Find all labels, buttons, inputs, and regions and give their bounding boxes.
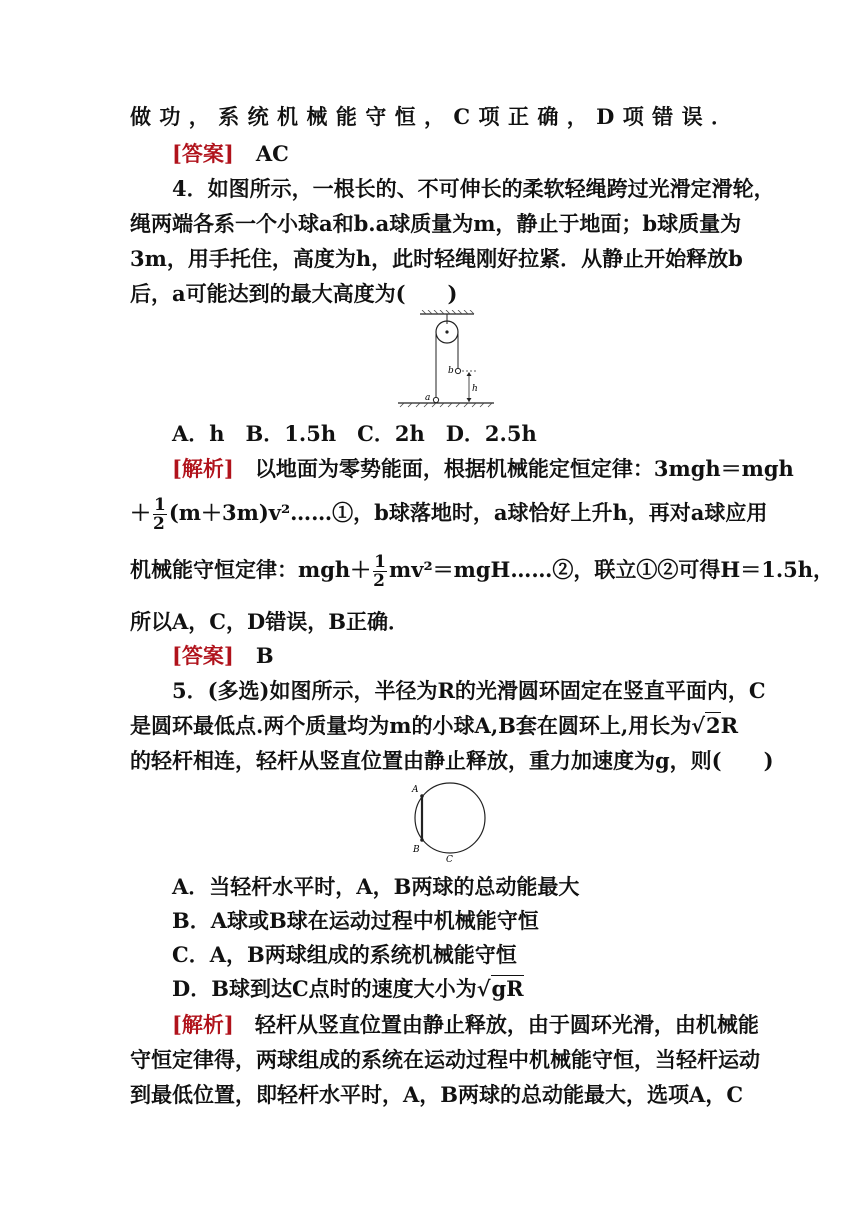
label-a: a	[425, 393, 431, 403]
sqrt-gR: √gR	[476, 976, 524, 1001]
radius-symbol: R	[720, 713, 739, 738]
question-5-line-2-text: 是圆环最低点.两个质量均为m的小球A,B套在圆环上,用长为	[130, 713, 692, 738]
question-5-line-1: 5．(多选)如图所示，半径为R的光滑圆环固定在竖直平面内，C	[172, 678, 766, 703]
fraction-half: $\frac{1}{2}$	[153, 495, 166, 534]
fraction-half-2: $\frac{1}{2}$	[373, 552, 387, 591]
analysis-4-line-2-text: (m＋3m)v²……①，b球落地时，a球恰好上升h，再对a球应用	[168, 500, 768, 525]
label-b: b	[448, 366, 454, 376]
question-5-option-c: C．A，B两球组成的系统机械能守恒	[172, 942, 517, 967]
sqrt-expression: √2	[691, 713, 721, 738]
analysis-4-line-3-pre: 机械能守恒定律：mgh＋	[130, 557, 372, 582]
answer-value: AC	[255, 141, 289, 166]
analysis-5-line-1	[172, 1012, 759, 1038]
question-5-option-d-text: D．B球到达C点时的速度大小为	[172, 976, 477, 1001]
answer-value: B	[255, 643, 274, 668]
pulley-diagram	[398, 310, 494, 410]
question-5-option-d	[172, 976, 732, 1002]
answer-tag: [答案]	[172, 643, 234, 668]
analysis-4-line-3	[130, 552, 835, 591]
plus-sign: ＋	[130, 500, 151, 525]
label-C: C	[446, 855, 453, 865]
analysis-tag: [解析]	[172, 1012, 234, 1037]
question-4-options: A．h B．1.5h C．2h D．2.5h	[172, 421, 537, 446]
label-A: A	[412, 785, 419, 795]
question-4-line-1: 4．如图所示，一根长的、不可伸长的柔软轻绳跨过光滑定滑轮，	[172, 176, 775, 201]
label-h: h	[472, 384, 478, 394]
answer-line	[172, 141, 732, 167]
question-4-line-4: 后，a可能达到的最大高度为( )	[130, 281, 458, 306]
question-4-line-3: 3m，用手托住，高度为h，此时轻绳刚好拉紧．从静止开始释放b	[130, 246, 743, 271]
analysis-4-line-4: 所以A，C，D错误，B正确．	[130, 609, 409, 634]
question-5-option-a: A．当轻杆水平时，A，B两球的总动能最大	[172, 874, 580, 899]
analysis-4-line-3-post: mv²＝mgH……②，联立①②可得H＝1.5h，	[389, 557, 835, 582]
question-5-line-3: 的轻杆相连，轻杆从竖直位置由静止释放，重力加速度为g，则( )	[130, 748, 774, 773]
analysis-5-text: 轻杆从竖直位置由静止释放，由于圆环光滑，由机械能	[233, 1012, 759, 1037]
analysis-tag: [解析]	[172, 456, 234, 481]
text-line: 做功，系统机械能守恒，C项正确，D项错误．	[130, 104, 732, 129]
analysis-4-line-1	[172, 456, 794, 482]
analysis-5-line-3: 到最低位置，即轻杆水平时，A，B两球的总动能最大，选项A，C	[130, 1082, 744, 1107]
ring-diagram	[404, 778, 490, 866]
answer-line-4	[172, 643, 732, 669]
label-B: B	[413, 845, 420, 855]
question-5-option-b: B．A球或B球在运动过程中机械能守恒	[172, 908, 539, 933]
analysis-4-line-2	[130, 495, 768, 534]
question-5-line-2	[130, 713, 739, 739]
analysis-4-text: 以地面为零势能面，根据机械能定恒定律：3mgh＝mgh	[233, 456, 794, 481]
answer-tag: [答案]	[172, 141, 234, 166]
analysis-5-line-2: 守恒定律得，两球组成的系统在运动过程中机械能守恒，当轻杆运动	[130, 1047, 760, 1072]
question-4-line-2: 绳两端各系一个小球a和b.a球质量为m，静止于地面；b球质量为	[130, 211, 742, 236]
